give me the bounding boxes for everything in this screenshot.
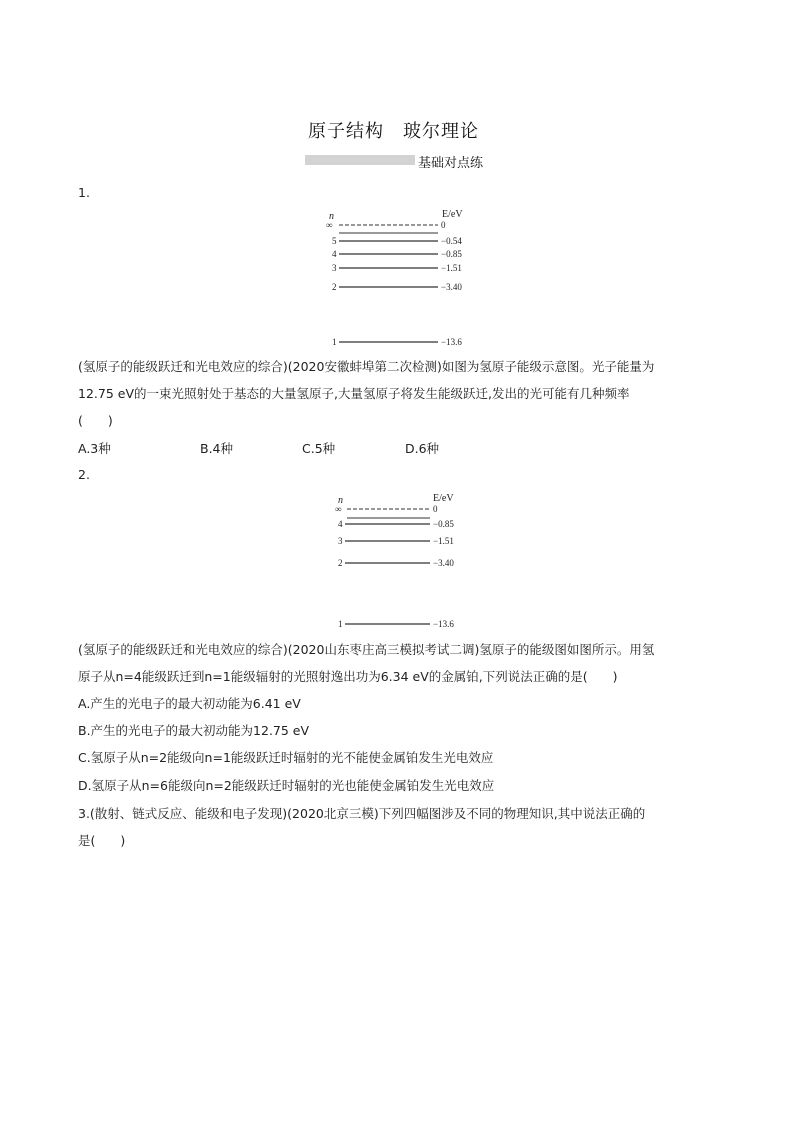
q1-text-line-3: ( ) — [78, 413, 113, 428]
q2-n-axis-label: n — [338, 495, 343, 506]
q1-level-e: −0.85 — [441, 249, 462, 259]
q1-energy-level-diagram — [318, 204, 478, 350]
q1-level-e: −0.54 — [441, 236, 462, 246]
section-heading: 基础对点练 — [418, 156, 484, 171]
q1-text-line-1: (氢原子的能级跃迁和光电效应的综合)(2020安徽蚌埠第二次检测)如图为氢原子能级示意图。光子能量为 — [78, 359, 655, 374]
section-bar — [305, 155, 415, 165]
q1-level-n: 4 — [332, 249, 337, 259]
q1-option-a: A.3种 — [78, 441, 111, 456]
q1-level-e: −3.40 — [441, 282, 462, 292]
q2-text-line-1: (氢原子的能级跃迁和光电效应的综合)(2020山东枣庄高三模拟考试二调)氢原子的能级图如图所示。用氢 — [78, 642, 655, 657]
q2-level-e: −1.51 — [433, 536, 454, 546]
q2-option-a: A.产生的光电子的最大初动能为6.41 eV — [78, 696, 301, 711]
q1-level-e: −1.51 — [441, 263, 462, 273]
q1-number: 1. — [78, 185, 90, 200]
q2-level-n: 4 — [338, 519, 343, 529]
q1-option-d: D.6种 — [405, 441, 440, 456]
q2-level-n: 2 — [338, 558, 343, 568]
q1-level-n: ∞ — [326, 220, 333, 230]
q2-level-n: 1 — [338, 619, 343, 629]
q3-text-line-2: 是( ) — [78, 833, 126, 848]
q2-number: 2. — [78, 467, 90, 482]
q2-energy-level-diagram — [330, 488, 480, 633]
q1-level-n: 3 — [332, 263, 337, 273]
q2-e-axis-label: E/eV — [433, 493, 454, 504]
q2-option-d: D.氢原子从n=6能级向n=2能级跃迁时辐射的光也能使金属铂发生光电效应 — [78, 778, 495, 793]
q2-option-c: C.氢原子从n=2能级向n=1能级跃迁时辐射的光不能使金属铂发生光电效应 — [78, 750, 494, 765]
q1-level-n: 2 — [332, 282, 337, 292]
q2-level-e: 0 — [433, 504, 438, 514]
q1-text-line-2: 12.75 eV的一束光照射处于基态的大量氢原子,大量氢原子将发生能级跃迁,发出的光可能有几种频率 — [78, 386, 630, 401]
q1-level-n: 1 — [332, 337, 337, 347]
q2-level-e: −0.85 — [433, 519, 454, 529]
q2-level-e: −13.6 — [433, 619, 454, 629]
q1-level-e: 0 — [441, 220, 446, 230]
q1-e-axis-label: E/eV — [442, 209, 463, 220]
q2-level-e: −3.40 — [433, 558, 454, 568]
page-title: 原子结构 玻尔理论 — [308, 121, 479, 142]
q1-option-b: B.4种 — [200, 441, 234, 456]
q2-level-n: 3 — [338, 536, 343, 546]
q2-text-line-2: 原子从n=4能级跃迁到n=1能级辐射的光照射逸出功为6.34 eV的金属铂,下列说法正确的是( ) — [78, 669, 618, 684]
q1-n-axis-label: n — [329, 211, 334, 222]
q1-option-c: C.5种 — [302, 441, 336, 456]
q2-option-b: B.产生的光电子的最大初动能为12.75 eV — [78, 723, 310, 738]
q1-level-n: 5 — [332, 236, 337, 246]
q1-level-e: −13.6 — [441, 337, 462, 347]
q2-level-n: ∞ — [335, 504, 342, 514]
q3-text-line-1: 3.(散射、链式反应、能级和电子发现)(2020北京三模)下列四幅图涉及不同的物理知识,其中说法正确的 — [78, 806, 646, 821]
